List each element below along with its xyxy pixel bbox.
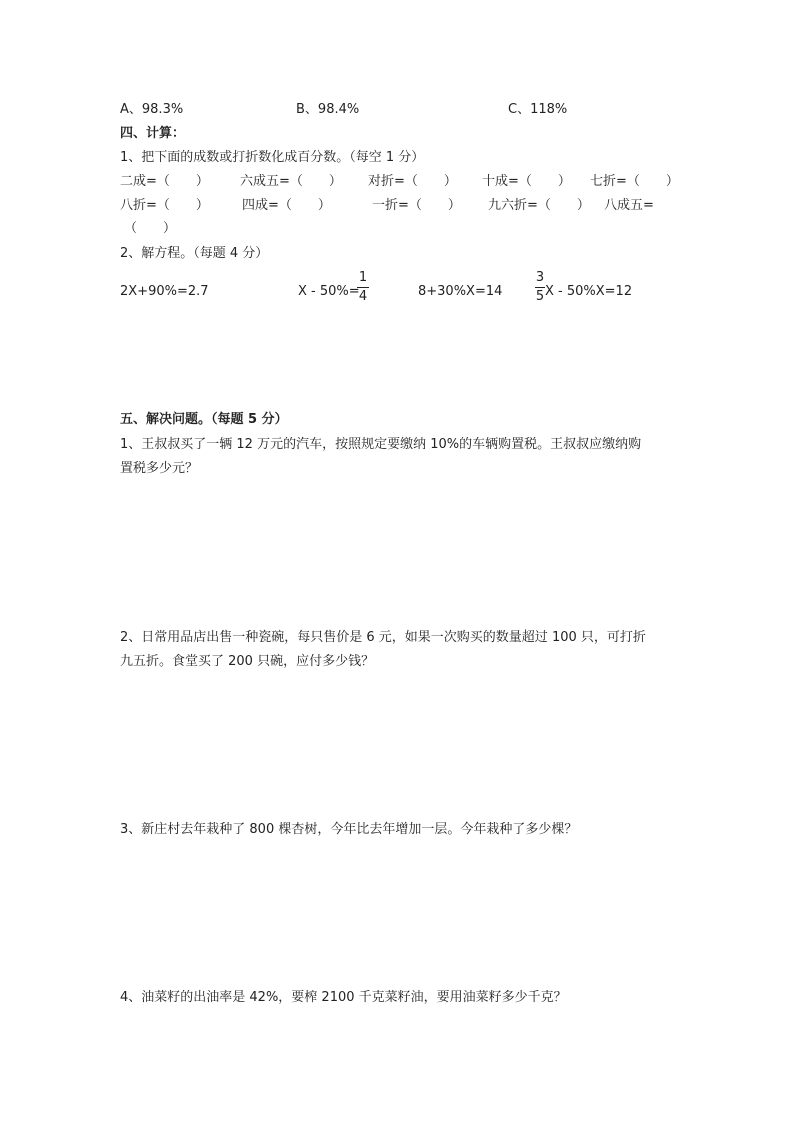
fraction-numerator: 1 bbox=[358, 270, 368, 285]
q1-item: 七折=（ ） bbox=[590, 174, 679, 189]
q1-prompt: 1、把下面的成数或打折数化成百分数。（每空 1 分） bbox=[120, 150, 425, 165]
choice-a: A、98.3% bbox=[120, 102, 184, 117]
q1-item: 一折=（ ） bbox=[372, 198, 461, 213]
fraction-numerator: 3 bbox=[535, 270, 545, 285]
choice-c: C、118% bbox=[508, 102, 568, 117]
section4-heading: 四、计算： bbox=[120, 126, 186, 141]
equation-1: 2X+90%=2.7 bbox=[120, 284, 209, 299]
q1-item: 六成五=（ ） bbox=[240, 174, 342, 189]
q1-item: 十成=（ ） bbox=[482, 174, 571, 189]
problem-2-line-2: 九五折。食堂买了 200 只碗，应付多少钱？ bbox=[120, 654, 375, 669]
q1-item: 四成=（ ） bbox=[242, 198, 331, 213]
choice-b: B、98.4% bbox=[296, 102, 360, 117]
problem-3: 3、新庄村去年栽种了 800 棵杏树，今年比去年增加一层。今年栽种了多少棵？ bbox=[120, 822, 578, 837]
fraction-denominator: 5 bbox=[535, 289, 545, 304]
equation-2-left: X - 50%= bbox=[298, 284, 360, 299]
section5-heading: 五、解决问题。（每题 5 分） bbox=[120, 412, 288, 427]
problem-2-line-1: 2、日常用品店出售一种瓷碗，每只售价是 6 元，如果一次购买的数量超过 100 只，可打折 bbox=[120, 630, 646, 645]
problem-1-line-1: 1、王叔叔买了一辆 12 万元的汽车，按照规定要缴纳 10%的车辆购置税。王叔叔应缴纳购 bbox=[120, 437, 642, 452]
equation-4-right: X - 50%X=12 bbox=[545, 284, 633, 299]
q1-item: 八成五= bbox=[604, 198, 654, 213]
equation-4-fraction bbox=[535, 270, 545, 305]
q1-item: 对折=（ ） bbox=[368, 174, 457, 189]
q1-item: 二成=（ ） bbox=[120, 174, 209, 189]
problem-1-line-2: 置税多少元？ bbox=[120, 461, 199, 476]
q1-item: 九六折=（ ） bbox=[488, 198, 590, 213]
equation-3: 8+30%X=14 bbox=[418, 284, 503, 299]
fraction-denominator: 4 bbox=[358, 289, 368, 304]
equation-2-fraction bbox=[357, 270, 369, 305]
fraction-bar bbox=[357, 287, 369, 288]
q2-prompt: 2、解方程。（每题 4 分） bbox=[120, 246, 269, 261]
q1-item: 八折=（ ） bbox=[120, 198, 209, 213]
q1-item: （ ） bbox=[124, 221, 177, 236]
fraction-bar bbox=[535, 287, 545, 288]
problem-4: 4、油菜籽的出油率是 42%，要榨 2100 千克菜籽油，要用油菜籽多少千克？ bbox=[120, 990, 567, 1005]
